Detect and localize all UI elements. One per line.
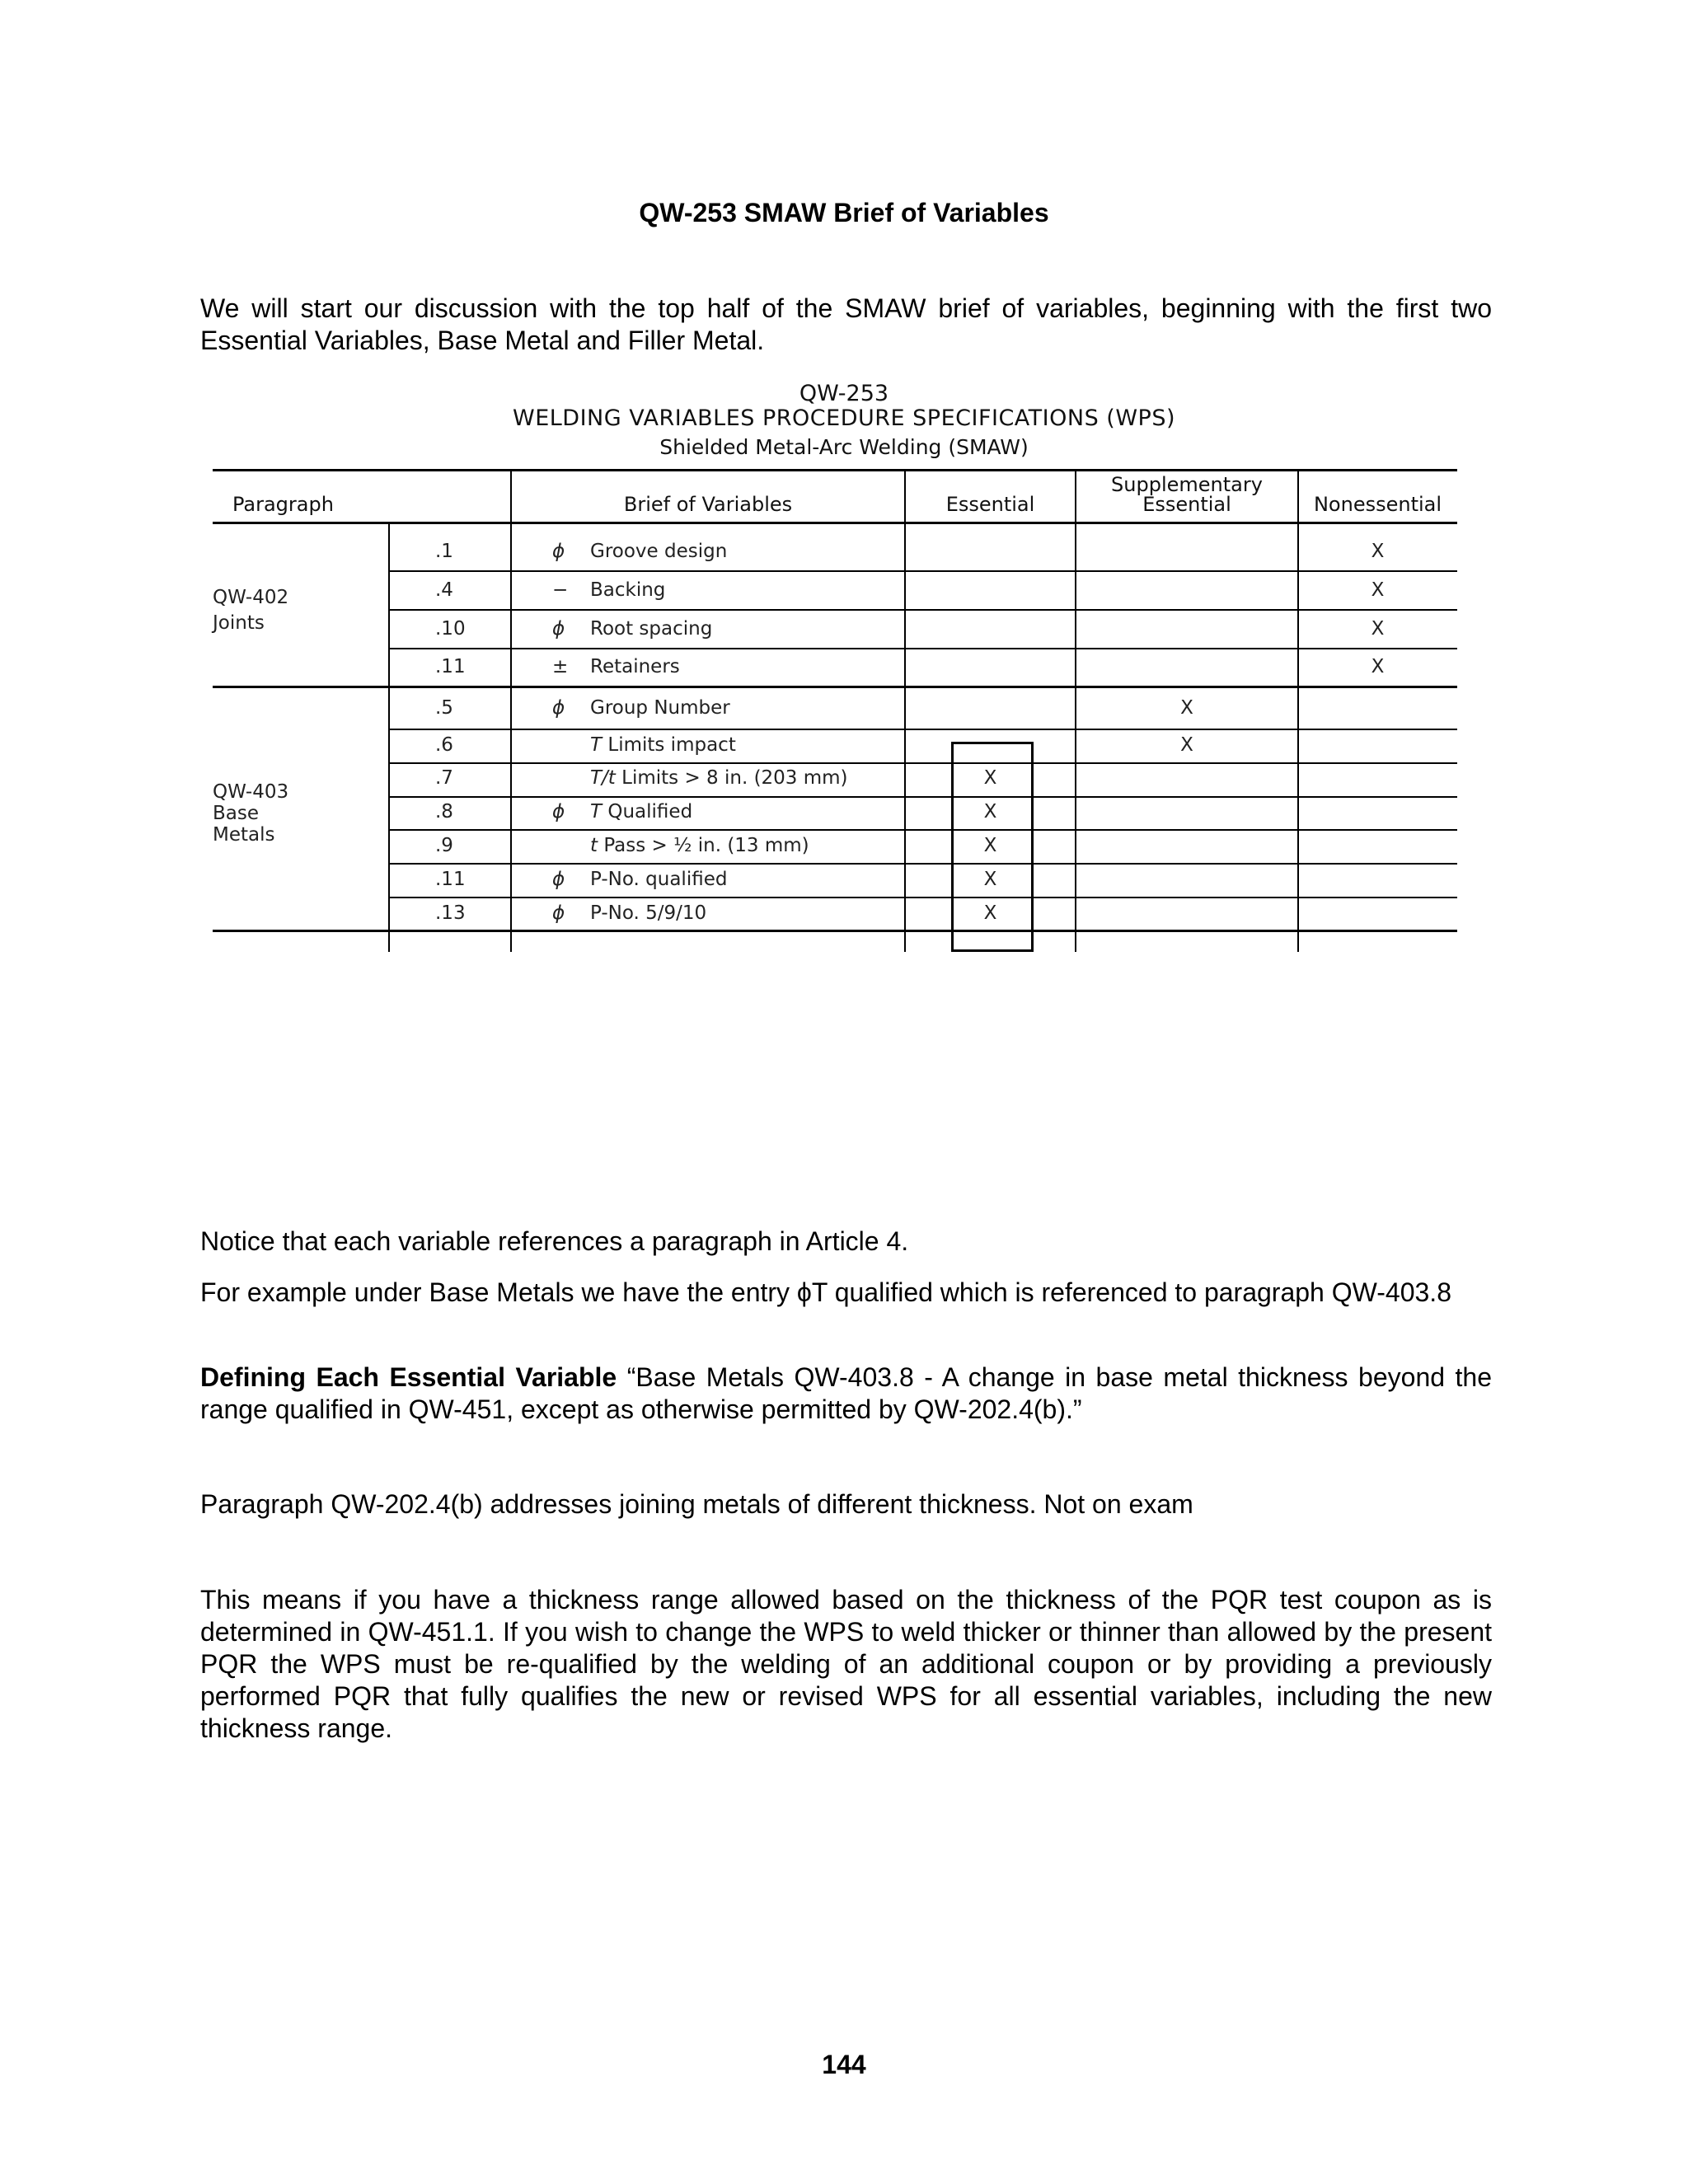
defining-text: “Base Metals QW-403.8 - A change in base metal thickness beyond the range qualified in QW-451, except as otherwise permitted by QW-202.4(b).” [200, 1362, 1493, 1424]
nonessential-mark: X [1371, 656, 1385, 677]
variable-text: Backing [590, 579, 666, 601]
nonessential-mark: X [1371, 541, 1385, 562]
row-rule [389, 762, 1457, 764]
defining-heading: Defining Each Essential Variable [200, 1362, 617, 1392]
paragraph-note: Paragraph QW-202.4(b) addresses joining metals of different thickness. Not on exam [200, 1489, 1193, 1519]
row-number: .13 [435, 902, 466, 924]
row-number: .6 [435, 734, 453, 756]
variable-text: Group Number [590, 697, 730, 719]
essential-mark: X [983, 835, 997, 856]
header-divider [904, 471, 906, 523]
phi-symbol: ϕ [552, 801, 565, 823]
essential-highlight-box [951, 742, 1034, 952]
essential-mark: X [983, 767, 997, 789]
header-nonessential: Nonessential [1313, 493, 1442, 516]
row-number: .11 [435, 656, 466, 677]
header-divider [510, 471, 512, 523]
header-paragraph: Paragraph [232, 493, 334, 516]
row-rule [389, 729, 1457, 730]
phi-symbol: ϕ [552, 697, 565, 719]
group-label-base-metals-line1: QW-403 [213, 781, 289, 803]
variable-italic: T/t [590, 767, 616, 789]
phi-symbol: ϕ [552, 541, 565, 562]
intro-paragraph: We will start our discussion with the top half of the SMAW brief of variables, beginning with the first two Essential Variables, Base Metal and Filler Metal. [200, 293, 1492, 355]
variable-text: P-No. qualified [590, 869, 728, 890]
row-number: .10 [435, 618, 466, 640]
nonessential-mark: X [1371, 579, 1385, 601]
variable-text: Retainers [590, 656, 680, 677]
notice-paragraph: Notice that each variable references a paragraph in Article 4. [200, 1226, 909, 1256]
supplementary-mark: X [1180, 734, 1193, 756]
row-number: .7 [435, 767, 453, 789]
group-label-joints-line1: QW-402 [213, 587, 289, 608]
header-brief: Brief of Variables [623, 493, 793, 516]
variable-italic: t [590, 835, 598, 856]
variable-rest: Qualified [602, 801, 693, 823]
group-label-base-metals-line3: Metals [213, 824, 275, 846]
example-paragraph: For example under Base Metals we have the entry ϕT qualified which is referenced to paragraph QW-403.8 [200, 1277, 1451, 1307]
row-number: .8 [435, 801, 453, 823]
group-label-joints-line2: Joints [213, 612, 265, 634]
essential-mark: X [983, 869, 997, 890]
nonessential-mark: X [1371, 618, 1385, 640]
variable-text [590, 767, 848, 789]
defining-paragraph [200, 1361, 1492, 1426]
row-number: .1 [435, 541, 453, 562]
table-bottom-rule [213, 930, 1457, 932]
table-subtitle: Shielded Metal-Arc Welding (SMAW) [659, 435, 1029, 459]
supplementary-mark: X [1180, 697, 1193, 719]
variable-text: Root spacing [590, 618, 713, 640]
page-number: 144 [822, 2050, 866, 2079]
phi-symbol: ϕ [552, 869, 565, 890]
meaning-paragraph: This means if you have a thickness range allowed based on the thickness of the PQR test coupon as is determined in QW-451.1. If you wish to change the WPS to weld thicker or thinner than allowed by the present PQR the WPS must be re-qualified by the welding of an additional coupon or by providing a previously performed PQR that fully qualifies the new or revised WPS for all essential variables, including the new thickness range. [200, 1585, 1492, 1743]
variable-text: P-No. 5/9/10 [590, 902, 707, 924]
row-rule [389, 897, 1457, 898]
variable-rest: Limits > 8 in. (203 mm) [615, 767, 848, 789]
group-label-base-metals-line2: Base [213, 803, 260, 824]
phi-symbol: ϕ [552, 902, 565, 924]
header-supplementary-line1: Supplementary [1111, 473, 1263, 496]
table-top-rule [213, 469, 1457, 471]
row-number: .5 [435, 697, 453, 719]
header-divider [1075, 471, 1076, 523]
table-title: WELDING VARIABLES PROCEDURE SPECIFICATIONS (WPS) [513, 405, 1175, 431]
row-rule [389, 648, 1457, 649]
row-rule [389, 863, 1457, 865]
row-number: .11 [435, 869, 466, 890]
variable-italic: T [590, 734, 603, 756]
variable-rest: Limits impact [602, 734, 736, 756]
plus-minus-symbol: ± [552, 656, 569, 677]
header-bottom-rule [213, 522, 1457, 524]
variable-text: Groove design [590, 541, 728, 562]
essential-mark: X [983, 801, 997, 823]
variable-italic: T [590, 801, 603, 823]
variable-text [590, 801, 692, 823]
row-rule [389, 609, 1457, 611]
header-divider [1297, 471, 1299, 523]
variable-rest: Pass > ½ in. (13 mm) [598, 835, 809, 856]
header-essential: Essential [945, 493, 1035, 516]
row-number: .4 [435, 579, 453, 601]
row-number: .9 [435, 835, 453, 856]
table-code: QW-253 [799, 381, 889, 406]
phi-symbol: ϕ [552, 618, 565, 640]
group-divider [213, 686, 1457, 688]
page-title: QW-253 SMAW Brief of Variables [639, 198, 1049, 227]
variable-text [590, 835, 809, 856]
essential-mark: X [983, 902, 997, 924]
variable-text [590, 734, 736, 756]
row-rule [389, 570, 1457, 572]
header-supplementary-line2: Essential [1142, 493, 1231, 516]
row-rule [389, 829, 1457, 831]
column-divider [388, 523, 390, 952]
column-divider [510, 523, 512, 952]
row-rule [389, 796, 1457, 798]
minus-symbol: − [552, 579, 569, 601]
